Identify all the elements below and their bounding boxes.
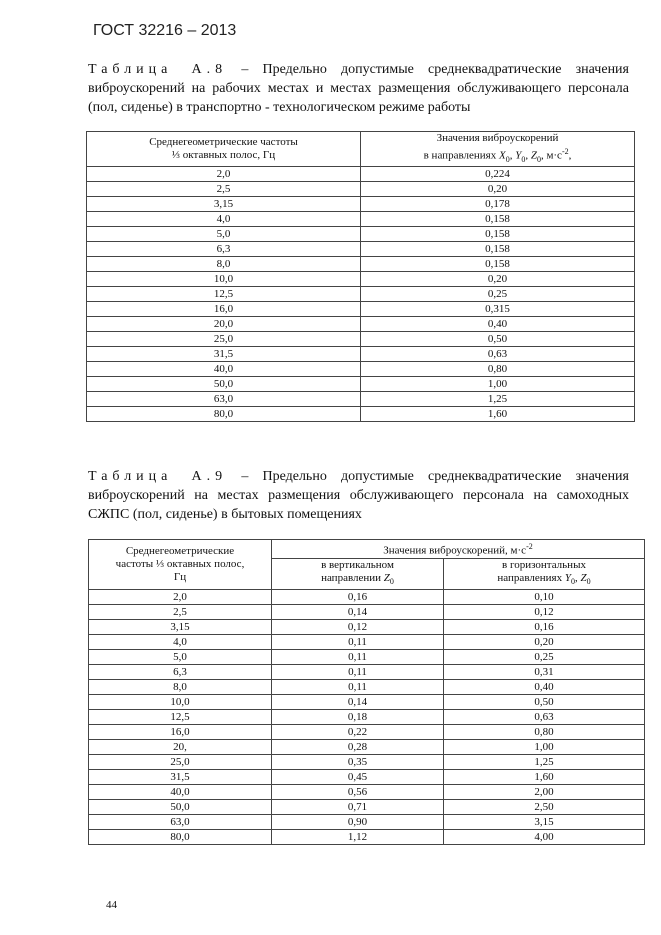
table-cell: 31,5 [87, 346, 361, 361]
table-cell: 0,315 [361, 301, 635, 316]
table-cell: 0,40 [361, 316, 635, 331]
table-a8-caption [88, 60, 629, 117]
table-row [87, 271, 635, 286]
table-a9-vertical-header: в вертикальном направлении $Z_0$ [272, 559, 444, 590]
table-cell: 0,20 [361, 181, 635, 196]
table-cell: 0,11 [272, 680, 444, 695]
table-cell: 1,25 [444, 755, 645, 770]
table-a8-freq-header-line1: Среднегеометрические частоты [149, 135, 298, 148]
table-cell: 0,14 [272, 605, 444, 620]
table-cell: 4,00 [444, 830, 645, 845]
table-a9-horizontal-header: в горизонтальных направлениях $Y_0$, $Z_0$ [444, 559, 645, 590]
table-cell: 0,158 [361, 241, 635, 256]
table-row [89, 710, 645, 725]
table-a8-value-header-prefix: в направлениях [423, 149, 499, 162]
table-row [89, 650, 645, 665]
table-cell: 3,15 [87, 196, 361, 211]
table-row [87, 181, 635, 196]
table-row [89, 665, 645, 680]
table-a9-horizontal-header-line1: в горизонтальных [502, 559, 586, 572]
table-row [87, 241, 635, 256]
table-cell: 0,80 [444, 725, 645, 740]
table-row [89, 620, 645, 635]
table-row [89, 800, 645, 815]
table-cell: 0,178 [361, 196, 635, 211]
table-cell: 0,50 [444, 695, 645, 710]
table-row [87, 286, 635, 301]
page-number: 44 [106, 899, 117, 911]
table-cell: 0,12 [444, 605, 645, 620]
table-a9-vertical-header-line1: в вертикальном [321, 559, 394, 572]
table-cell: 0,80 [361, 361, 635, 376]
table-cell: 0,90 [272, 815, 444, 830]
table-cell: 16,0 [87, 301, 361, 316]
table-cell: 1,12 [272, 830, 444, 845]
table-row [89, 770, 645, 785]
table-row [89, 590, 645, 605]
table-cell: 0,11 [272, 635, 444, 650]
table-cell: 2,0 [87, 166, 361, 181]
table-cell: 0,20 [361, 271, 635, 286]
table-a8-header-row [87, 132, 635, 167]
table-cell: 8,0 [89, 680, 272, 695]
table-row [87, 256, 635, 271]
table-row [87, 211, 635, 226]
table-cell: 0,14 [272, 695, 444, 710]
table-cell: 0,11 [272, 650, 444, 665]
table-cell: 1,25 [361, 391, 635, 406]
table-cell: 63,0 [89, 815, 272, 830]
table-cell: 50,0 [87, 376, 361, 391]
table-cell: 80,0 [89, 830, 272, 845]
table-cell: 0,63 [444, 710, 645, 725]
table-row [87, 346, 635, 361]
table-row [89, 725, 645, 740]
table-cell: 1,60 [444, 770, 645, 785]
table-cell: 10,0 [89, 695, 272, 710]
table-row [87, 196, 635, 211]
table-cell: 0,12 [272, 620, 444, 635]
table-cell: 25,0 [89, 755, 272, 770]
table-cell: 3,15 [89, 620, 272, 635]
table-cell: 0,71 [272, 800, 444, 815]
table-cell: 0,10 [444, 590, 645, 605]
table-a9-header-row-1 [89, 540, 645, 559]
table-cell: 0,40 [444, 680, 645, 695]
table-a9 [88, 539, 645, 845]
table-a8-value-header-line1: Значения виброускорений [436, 132, 559, 144]
table-row [89, 605, 645, 620]
table-row [89, 830, 645, 845]
table-cell: 31,5 [89, 770, 272, 785]
table-cell: 2,5 [89, 605, 272, 620]
table-row [89, 785, 645, 800]
table-cell: 12,5 [87, 286, 361, 301]
table-cell: 0,25 [444, 650, 645, 665]
table-row [89, 695, 645, 710]
table-cell: 0,63 [361, 346, 635, 361]
table-cell: 8,0 [87, 256, 361, 271]
table-cell: 16,0 [89, 725, 272, 740]
table-cell: 3,15 [444, 815, 645, 830]
table-cell: 2,0 [89, 590, 272, 605]
table-row [87, 301, 635, 316]
table-cell: 12,5 [89, 710, 272, 725]
table-cell: 1,60 [361, 406, 635, 421]
table-cell: 5,0 [87, 226, 361, 241]
table-a8-freq-header-line2: ⅓ октавных полос, Гц [171, 148, 276, 161]
table-cell: 4,0 [89, 635, 272, 650]
table-a8-freq-header [87, 132, 361, 167]
table-cell: 0,18 [272, 710, 444, 725]
table-cell: 80,0 [87, 406, 361, 421]
table-cell: 0,28 [272, 740, 444, 755]
table-a9-horizontal-header-line2: направлениях [497, 572, 565, 585]
table-cell: 20,0 [87, 316, 361, 331]
table-cell: 1,00 [444, 740, 645, 755]
table-a9-caption [88, 467, 629, 524]
table-cell: 1,00 [361, 376, 635, 391]
table-a8-body [87, 166, 635, 421]
table-cell: 2,00 [444, 785, 645, 800]
table-cell: 2,5 [87, 181, 361, 196]
table-a8-caption-text: – Предельно допустимые среднеквадратические значения виброускорений на рабочих местах и местах размещения обслуживающего персонала (пол, сиденье) в транспортно - технологическом режиме работы [88, 62, 629, 115]
table-row [87, 361, 635, 376]
table-row [89, 740, 645, 755]
table-row [87, 316, 635, 331]
table-cell: 0,50 [361, 331, 635, 346]
table-cell: 6,3 [87, 241, 361, 256]
table-cell: 0,35 [272, 755, 444, 770]
table-row [89, 680, 645, 695]
table-cell: 0,31 [444, 665, 645, 680]
table-a8-value-header-units: , м·с [540, 149, 562, 162]
table-cell: 5,0 [89, 650, 272, 665]
table-row [87, 406, 635, 421]
table-row [87, 391, 635, 406]
table-row [87, 376, 635, 391]
table-cell: 6,3 [89, 665, 272, 680]
table-cell: 0,158 [361, 256, 635, 271]
table-cell: 25,0 [87, 331, 361, 346]
table-cell: 20, [89, 740, 272, 755]
table-a9-body [89, 590, 645, 845]
table-row [87, 226, 635, 241]
table-row [87, 331, 635, 346]
table-a8 [86, 131, 635, 422]
table-a9-label: Таблица А.9 [88, 469, 228, 484]
table-a9-freq-header-line1: Среднегеометрические [125, 545, 235, 557]
table-cell: 0,16 [272, 590, 444, 605]
table-cell: 0,20 [444, 635, 645, 650]
table-cell: 0,158 [361, 211, 635, 226]
table-cell: 0,22 [272, 725, 444, 740]
table-cell: 40,0 [87, 361, 361, 376]
table-cell: 0,11 [272, 665, 444, 680]
table-cell: 50,0 [89, 800, 272, 815]
table-cell: 40,0 [89, 785, 272, 800]
table-a8-label: Таблица А.8 [88, 62, 228, 77]
table-a9-caption-text: – Предельно допустимые среднеквадратические значения виброускорений на местах размещения обслуживающего персонала на самоходных СЖПС (пол, сиденье) в бытовых помещениях [88, 469, 629, 522]
table-a9-freq-header-line2: частоты ⅓ октавных полос, [115, 558, 245, 570]
table-cell: 2,50 [444, 800, 645, 815]
table-a9-freq-header [89, 540, 272, 590]
table-cell: 4,0 [87, 211, 361, 226]
table-cell: 10,0 [87, 271, 361, 286]
table-a9-group-header: Значения виброускорений, $м\cdot с^{-2}$ [272, 540, 645, 559]
table-a9-group-header-text: Значения виброускорений, м·с [383, 544, 527, 557]
table-cell: 0,158 [361, 226, 635, 241]
table-cell: 63,0 [87, 391, 361, 406]
table-a8-value-header: Значения виброускорений в направлениях $X_0$, $Y_0$, $Z_0$, $м\cdot с^{-2}$, [361, 132, 635, 167]
table-cell: 0,224 [361, 166, 635, 181]
table-row [89, 815, 645, 830]
table-cell: 0,45 [272, 770, 444, 785]
table-row [89, 755, 645, 770]
table-row [89, 635, 645, 650]
table-a9-freq-header-line3: Гц [173, 571, 187, 583]
table-row [87, 166, 635, 181]
table-cell: 0,56 [272, 785, 444, 800]
document-header: ГОСТ 32216 – 2013 [93, 22, 237, 39]
table-cell: 0,25 [361, 286, 635, 301]
table-a9-vertical-header-line2: направлении [321, 572, 384, 585]
table-cell: 0,16 [444, 620, 645, 635]
